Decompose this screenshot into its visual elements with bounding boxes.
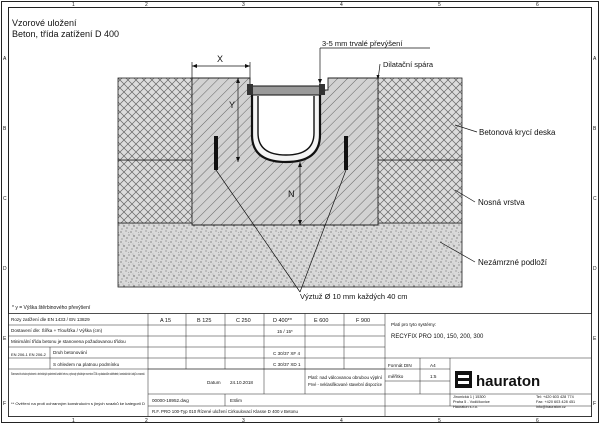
- col-label: 3: [242, 2, 245, 8]
- tb-date-label: Datum: [207, 380, 221, 385]
- tb-note2: ** Ověření na proti ochranným konstrukcím s jiných svazků ke kategorii D: [11, 402, 146, 406]
- tb-format-label: Formát DIN: [388, 363, 412, 368]
- row-label: C: [3, 196, 7, 202]
- tb-product: RECYFIX PRO 100, 150, 200, 300: [391, 334, 484, 340]
- row-label: F: [3, 401, 7, 407]
- title-block: [9, 314, 592, 417]
- edge-rail-right: [319, 84, 325, 95]
- row-label: A: [593, 56, 597, 62]
- row-label: B: [593, 126, 597, 132]
- row-label: E: [593, 336, 597, 342]
- col-label: 2: [145, 418, 148, 424]
- col-label: 2: [145, 2, 148, 8]
- label-joint: [377, 60, 434, 80]
- row-label: F: [593, 401, 597, 407]
- tb-date-value: 24.10.2018: [230, 380, 253, 385]
- tb-class-e: E 600: [314, 318, 329, 324]
- tb-company-fax: Fax: +420 603 428 451: [536, 400, 576, 404]
- grating: [252, 86, 320, 95]
- label-joint-text: Dilatační spára: [383, 60, 434, 69]
- dimension-x-label: X: [217, 54, 224, 64]
- tb-scale-label: měřítko: [388, 374, 404, 379]
- rebar-left: [214, 136, 218, 170]
- tb-company-web: info@hauraton.cz: [536, 405, 566, 409]
- tb-d-dim: 15 / 15*: [277, 329, 293, 334]
- tb-class-c: C 250: [236, 318, 251, 324]
- row-label: D: [3, 266, 7, 272]
- row-label: A: [3, 56, 7, 62]
- label-cover-text: Betonová krycí deska: [479, 128, 556, 137]
- drainage-channel: [247, 84, 325, 162]
- tb-mid-label: Platí: nad válcovanou obrubou výplní: [308, 375, 383, 380]
- col-label: 4: [340, 418, 343, 424]
- tb-drawn-by: ESlim: [230, 398, 242, 403]
- cover-slab-left: [118, 78, 192, 160]
- col-label: 1: [72, 2, 75, 8]
- label-base-text: Nosná vrstva: [478, 198, 525, 207]
- col-label: 3: [242, 418, 245, 424]
- tb-scale-value: 1:5: [430, 374, 437, 379]
- tb-load-class-label: Rozy zatížení dle EN 1433 / EN 13829: [11, 317, 90, 322]
- tb-dimension-label: Dostavení dle: Šířka + Tloušťka / Výška (cm): [11, 328, 103, 333]
- tb-d-concrete1: C 30/37 XF 4: [273, 351, 301, 356]
- rebar-right: [344, 136, 348, 170]
- dimension-x: [192, 54, 250, 80]
- col-label: 1: [72, 418, 75, 424]
- dimension-y-label: Y: [229, 100, 236, 110]
- tb-class-b: B 125: [197, 318, 212, 324]
- footnote: * y = Výška štěrbinového převýšení: [12, 305, 91, 311]
- tb-company-3: Hauraton s.r.o.: [453, 405, 478, 409]
- row-label: D: [593, 266, 597, 272]
- tb-caption: R.F. PRO 100-Typ 010 Řízené uložení Cirkoulovací Klasse D 400 v Betonu: [152, 409, 298, 414]
- row-label: B: [3, 126, 7, 132]
- col-label: 5: [438, 2, 441, 8]
- drawing-subtitle: Beton, třída zatížení D 400: [12, 29, 120, 39]
- tb-class-f: F 900: [356, 318, 371, 324]
- col-label: 6: [536, 2, 539, 8]
- label-base: [455, 190, 525, 207]
- gap-note-text: 3-5 mm trvalé převýšení: [322, 39, 403, 48]
- dimension-n-label: N: [288, 189, 295, 199]
- tb-company-2: Praha 5 - Vodičkovice: [453, 400, 490, 404]
- tb-product-label: Platí pro tyto systémy:: [391, 322, 437, 327]
- row-label: E: [3, 336, 7, 342]
- tb-company-1: Jinonická 1 | 15300: [453, 395, 486, 399]
- row-label: C: [593, 196, 597, 202]
- tb-stamp: Prvé - neklasifikované stavební dispozice: [308, 382, 383, 387]
- tb-class-a: A 15: [160, 318, 172, 324]
- col-label: 6: [536, 418, 539, 424]
- tb-concrete-type: Druh betonování: [53, 350, 87, 355]
- cover-slab-right: [378, 78, 462, 160]
- hauraton-logo: [455, 371, 540, 390]
- edge-rail-left: [247, 84, 253, 95]
- logo-wordmark: hauraton: [476, 373, 541, 390]
- tb-class-d: D 400**: [273, 318, 292, 324]
- tb-concrete-class-label: Minimální třída betonu je stanovena požadovanou třídou: [11, 339, 126, 344]
- tb-d-concrete2: C 30/37 XD 1: [273, 362, 301, 367]
- col-label: 5: [438, 418, 441, 424]
- tb-drawing-no: 00000-18952.dwg: [152, 398, 189, 403]
- label-frost-text: Nezámrzné podloží: [478, 258, 547, 267]
- tb-en-norm: EN 206-1 EN 206-2: [11, 352, 46, 357]
- tb-condition: S ohledem na platnou podmínku: [53, 362, 120, 367]
- label-cover: [455, 125, 556, 137]
- tb-note1: Stanovená hodnota vyhotovení u technických podmínek kvalitní betonu, vyhovuje příslušným normám ČSN a požadavkům odběratele, konstrukčních údajů a nosnosti.: [11, 372, 277, 376]
- col-label: 4: [340, 2, 343, 8]
- drawing-title: Vzorové uložení: [12, 18, 77, 28]
- tb-format-value: A4: [430, 363, 436, 368]
- label-rebar-text: Výztuž Ø 10 mm každých 40 cm: [300, 292, 408, 301]
- tb-company-tel: Tel: +420 603 428 774: [536, 395, 574, 399]
